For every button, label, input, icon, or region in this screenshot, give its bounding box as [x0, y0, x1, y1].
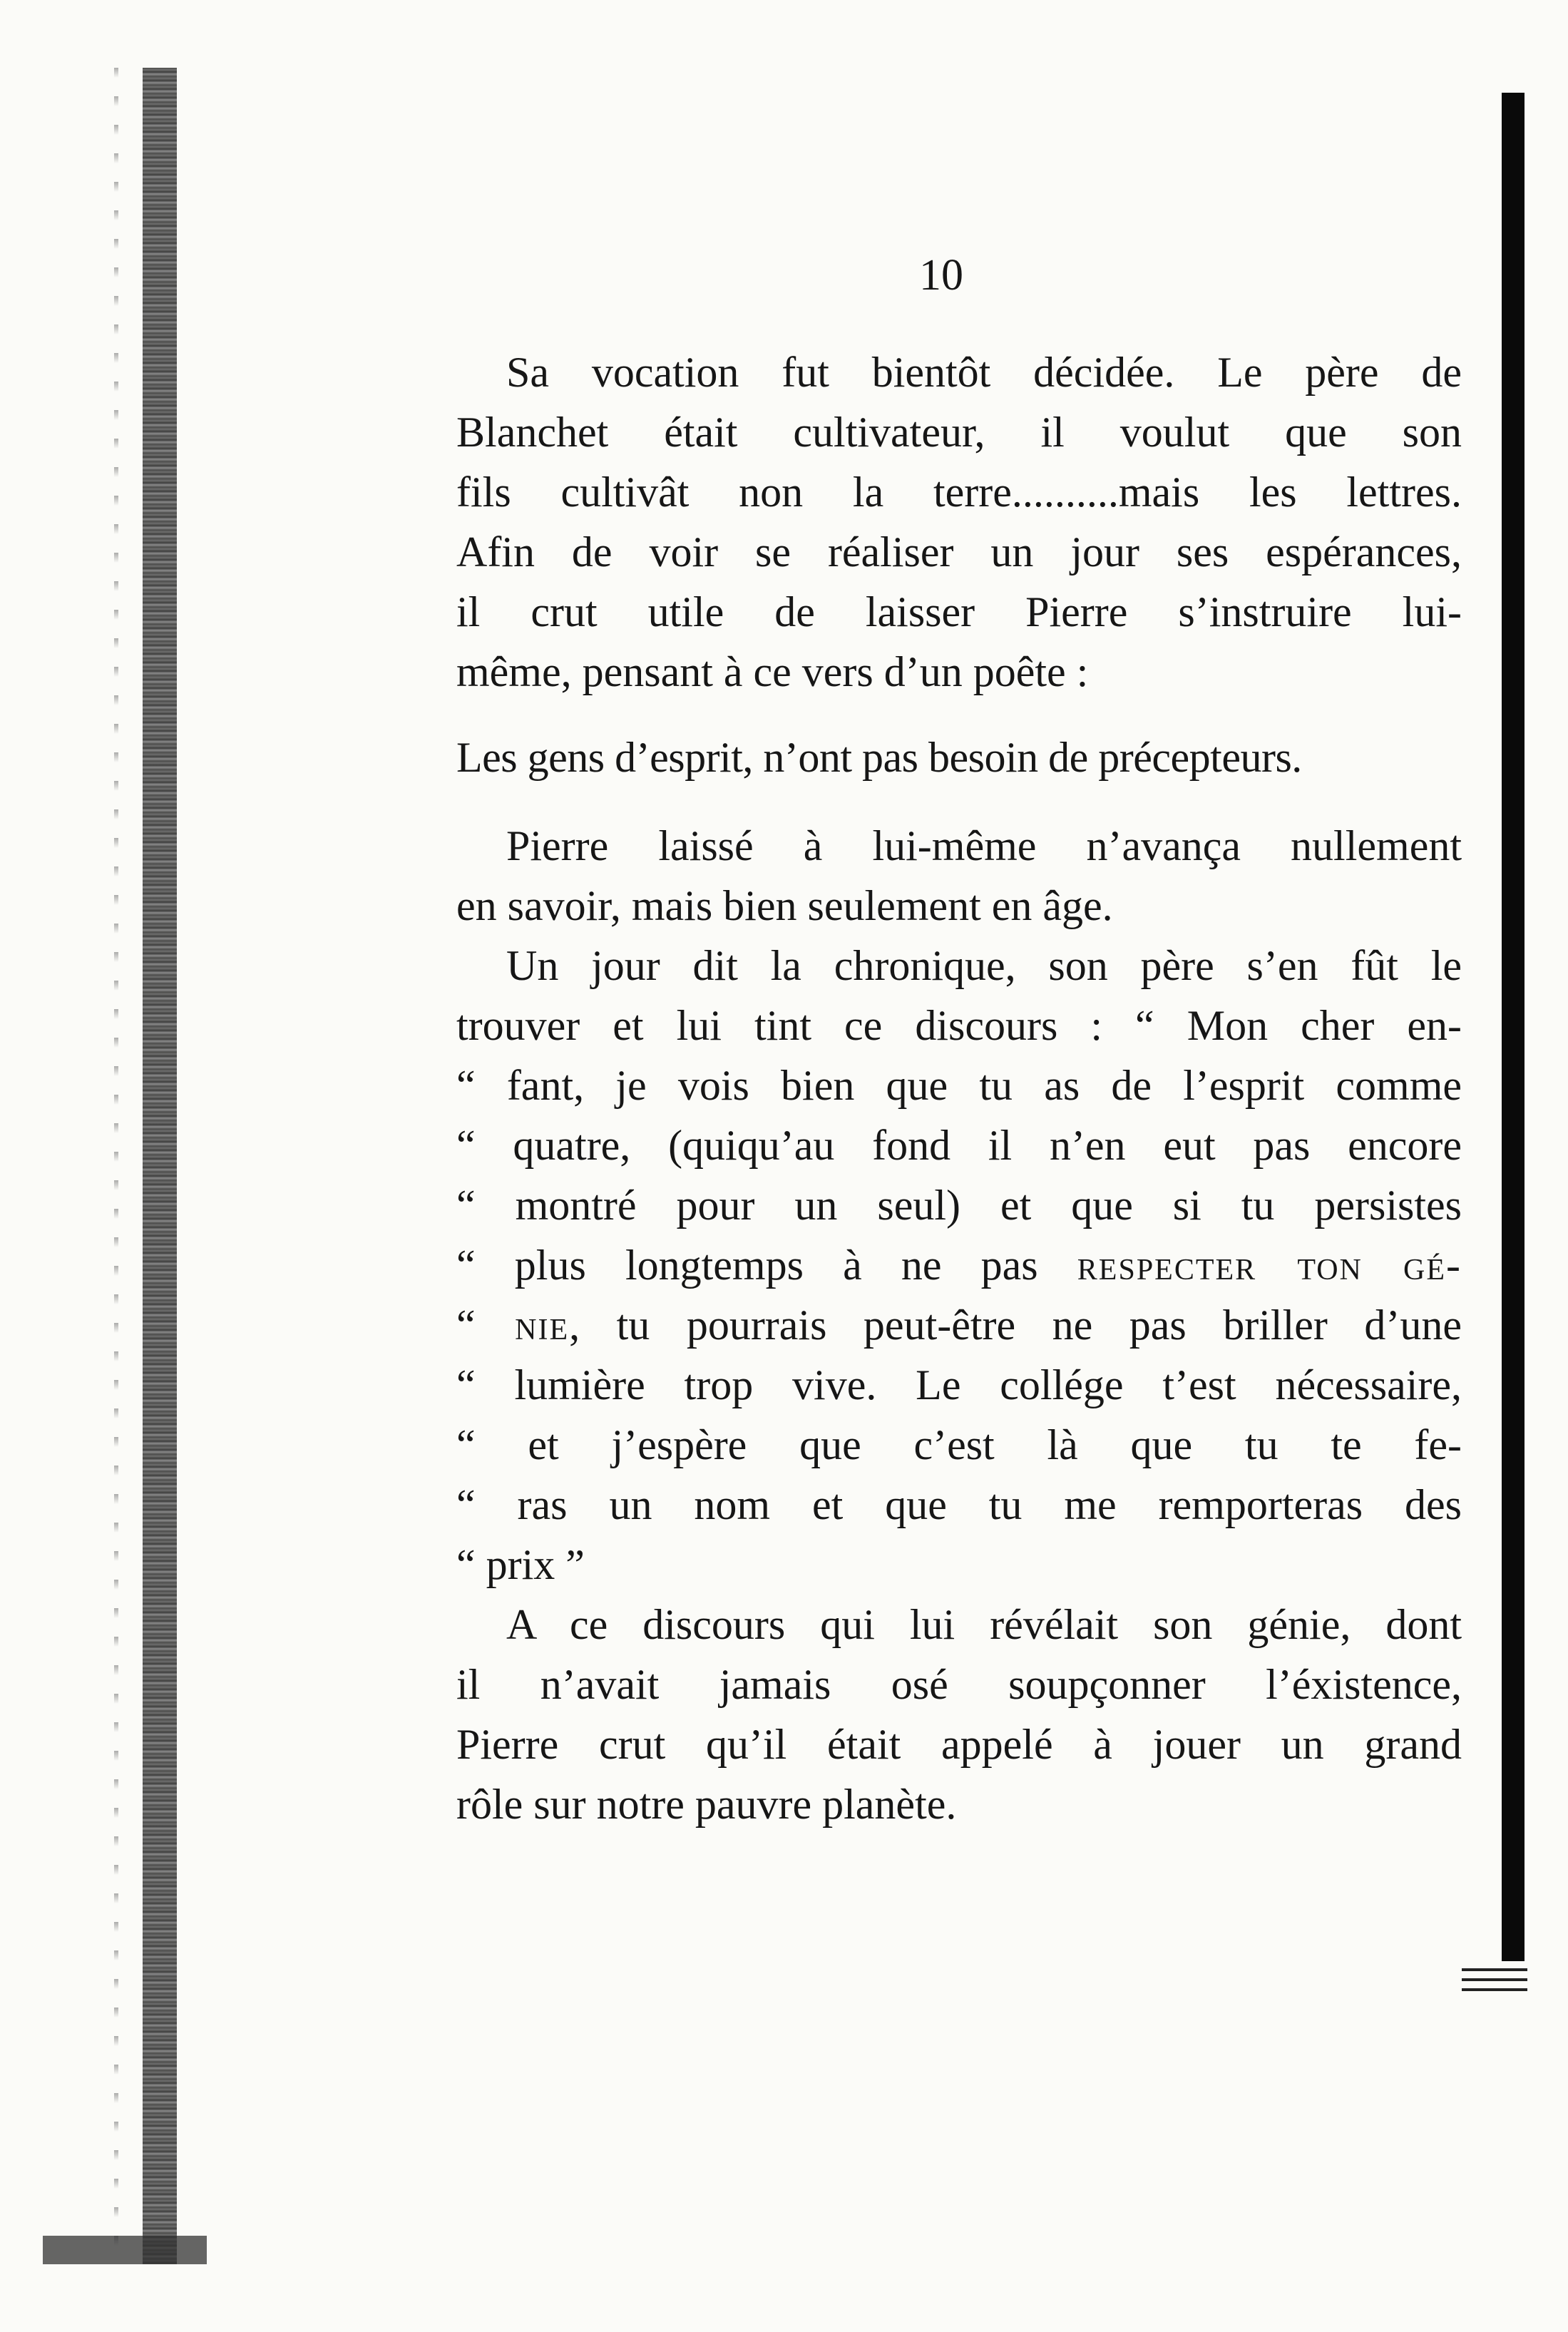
paragraph-2 — [456, 816, 1462, 936]
text-line: “ montré pour un seul) et que si tu persistes — [456, 1182, 1462, 1229]
scan-bottom-smudge — [43, 2236, 207, 2264]
scan-right-edge-bar — [1502, 93, 1525, 1961]
text-line — [456, 1235, 1462, 1295]
text-line: “ fant, je vois bien que tu as de l’esprit comme — [456, 1062, 1462, 1109]
text-line: Pierre laissé à lui-même n’avança nullement — [506, 822, 1462, 869]
text-line: “ et j’espère que c’est là que tu te fe- — [456, 1421, 1462, 1468]
paragraph-1 — [456, 342, 1462, 702]
small-caps-run: respecter ton gé- — [1077, 1242, 1462, 1289]
scan-right-rule-lines — [1462, 1968, 1527, 2007]
paragraph-3 — [456, 936, 1462, 1595]
text-line: trouver et lui tint ce discours : “ Mon cher en- — [456, 1002, 1462, 1049]
scan-binding-edge — [143, 68, 177, 2264]
text-line: Sa vocation fut bientôt décidée. Le père de — [506, 349, 1462, 396]
scan-left-speckle — [114, 68, 118, 2264]
text-line: Afin de voir se réaliser un jour ses espérances, — [456, 528, 1462, 576]
text-line: Pierre crut qu’il était appelé à jouer un grand — [456, 1721, 1462, 1768]
page-text — [456, 342, 1462, 1834]
text-line: “ ras un nom et que tu me remporteras des — [456, 1481, 1462, 1528]
text-run: , tu pourrais peut-être ne pas briller d’une — [569, 1301, 1462, 1349]
text-line: A ce discours qui lui révélait son génie, dont — [506, 1601, 1462, 1648]
text-line: “ lumière trop vive. Le collége t’est nécessaire, — [456, 1361, 1462, 1408]
text-line: Blanchet était cultivateur, il voulut que son — [456, 409, 1462, 456]
text-line — [456, 1295, 1462, 1355]
text-line: rôle sur notre pauvre planète. — [456, 1781, 957, 1828]
text-line: en savoir, mais bien seulement en âge. — [456, 882, 1113, 929]
page-number: 10 — [919, 251, 963, 300]
small-caps-run: “ nie — [456, 1301, 570, 1349]
text-line: “ quatre, (quiqu’au fond il n’en eut pas encore — [456, 1122, 1462, 1169]
quoted-verse: Les gens d’esprit, n’ont pas besoin de précepteurs. — [456, 734, 1302, 781]
paragraph-4 — [456, 1595, 1462, 1834]
text-line: il crut utile de laisser Pierre s’instruire lui- — [456, 588, 1462, 635]
text-line: fils cultivât non la terre..........mais les lettres. — [456, 469, 1462, 516]
text-run: “ plus longtemps à ne pas — [456, 1242, 1077, 1289]
text-line: Un jour dit la chronique, son père s’en fût le — [506, 942, 1462, 989]
text-line: même, pensant à ce vers d’un poête : — [456, 648, 1089, 695]
text-line: il n’avait jamais osé soupçonner l’éxistence, — [456, 1661, 1462, 1708]
text-line: “ prix ” — [456, 1541, 585, 1588]
